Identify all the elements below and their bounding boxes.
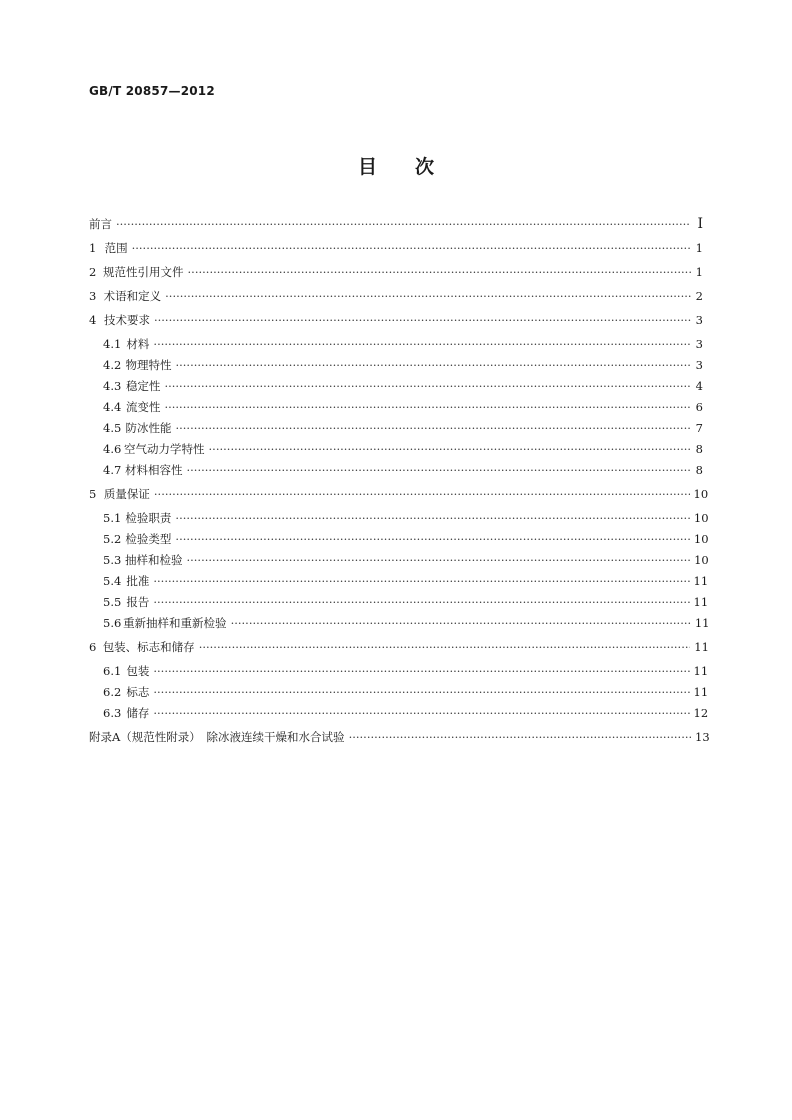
toc-entry-page: 1 <box>695 265 703 279</box>
dot-leader <box>209 442 691 456</box>
toc-entry-number: 5.4 <box>103 574 122 588</box>
toc-entry-page: 7 <box>695 421 703 435</box>
toc-entry-number: 2 <box>89 265 97 279</box>
toc-entry-page: 13 <box>695 730 710 744</box>
toc-entry[interactable] <box>89 378 703 399</box>
toc-entry-page: 3 <box>695 358 703 372</box>
dot-leader <box>153 595 689 609</box>
dot-leader <box>186 463 691 477</box>
toc-entry[interactable] <box>89 705 709 726</box>
toc-entry-number: 5.2 <box>103 532 122 546</box>
toc-entry-label: 术语和定义 <box>103 289 162 303</box>
dot-leader <box>154 487 690 501</box>
toc-entry[interactable] <box>89 531 709 552</box>
toc-entry[interactable] <box>89 441 703 462</box>
dot-leader <box>153 706 689 720</box>
toc-entry-label: 抽样和检验 <box>124 553 183 567</box>
toc-entry[interactable] <box>89 486 709 507</box>
page-title: 目次 <box>357 156 472 178</box>
toc-entry-label: 防冰性能 <box>125 421 172 435</box>
toc-entry-label: 储存 <box>126 706 150 720</box>
toc-entry-page: 10 <box>693 511 709 525</box>
toc-entry-page: 11 <box>693 574 709 588</box>
toc-entry-page: Ⅰ <box>697 216 703 232</box>
toc-entry-page: 3 <box>695 337 703 351</box>
toc-entry[interactable] <box>89 240 703 261</box>
dot-leader <box>116 217 691 231</box>
dot-leader <box>132 241 691 255</box>
toc-entry-label: 包装 <box>126 664 150 678</box>
dot-leader <box>154 313 691 327</box>
toc-entry-label: 范围 <box>104 241 128 255</box>
dot-leader <box>153 685 689 699</box>
dot-leader <box>349 730 691 744</box>
toc-entry-page: 11 <box>694 616 710 630</box>
toc-entry-label: 标志 <box>126 685 150 699</box>
toc-entry[interactable] <box>89 573 709 594</box>
toc-entry-label: 技术要求 <box>103 313 150 327</box>
toc-entry[interactable] <box>89 288 703 309</box>
toc-entry[interactable] <box>89 594 709 615</box>
toc-entry[interactable] <box>89 684 709 705</box>
toc-entry-number: 1 <box>89 241 97 255</box>
toc-entry-label: 检验职责 <box>125 511 172 525</box>
toc-entry-number: 5.5 <box>103 595 122 609</box>
toc-entry-label: 报告 <box>126 595 150 609</box>
toc-entry[interactable] <box>89 399 703 420</box>
toc-entry-number: 6.2 <box>103 685 122 699</box>
toc-entry-label: 前言 <box>89 217 112 231</box>
toc-entry-number: 3 <box>89 289 97 303</box>
toc-entry[interactable] <box>89 510 709 531</box>
dot-leader <box>188 265 691 279</box>
dot-leader <box>199 640 691 654</box>
toc-entry-page: 12 <box>693 706 709 720</box>
toc-entry-label: 包装、标志和储存 <box>102 640 195 654</box>
toc-entry-page: 10 <box>693 487 709 501</box>
toc-entry[interactable] <box>89 312 703 333</box>
toc-entry-number: 4.7 <box>103 463 122 477</box>
dot-leader <box>175 511 689 525</box>
toc-entry-page: 1 <box>695 241 703 255</box>
toc-entry-number: 4.4 <box>103 400 122 414</box>
dot-leader <box>165 289 691 303</box>
toc-entry-page: 3 <box>695 313 703 327</box>
toc-entry-number: 4.1 <box>103 337 122 351</box>
toc-entry-page: 11 <box>694 640 709 654</box>
toc-entry-label: 检验类型 <box>125 532 172 546</box>
standard-code: GB/T 20857—2012 <box>89 84 215 98</box>
dot-leader <box>186 553 690 567</box>
dot-leader <box>164 400 691 414</box>
toc-entry-number: 5.6 <box>103 616 122 630</box>
toc-entry[interactable] <box>89 264 703 285</box>
toc-entry-page: 10 <box>694 553 709 567</box>
toc-entry-number: 5.3 <box>103 553 122 567</box>
dot-leader <box>164 379 691 393</box>
toc-entry-label: 重新抽样和重新检验 <box>123 616 227 630</box>
dot-leader <box>153 664 689 678</box>
toc-entry[interactable] <box>89 615 710 636</box>
toc-entry[interactable] <box>89 357 703 378</box>
toc-entry[interactable] <box>89 552 709 573</box>
toc-entry-number: 4.2 <box>103 358 122 372</box>
toc-entry-number: 6 <box>89 640 97 654</box>
toc-entry[interactable] <box>89 639 709 660</box>
toc-entry-number: 4.3 <box>103 379 122 393</box>
toc-entry[interactable] <box>89 462 703 483</box>
dot-leader <box>175 421 691 435</box>
toc-entry-label: 物理特性 <box>125 358 172 372</box>
toc-entry-number: 6.3 <box>103 706 122 720</box>
toc-entry-page: 8 <box>695 442 703 456</box>
toc-entry[interactable] <box>89 420 703 441</box>
dot-leader <box>153 337 691 351</box>
toc-entry-page: 8 <box>695 463 703 477</box>
dot-leader <box>153 574 689 588</box>
dot-leader <box>175 532 689 546</box>
toc-entry-number: 6.1 <box>103 664 122 678</box>
toc-entry-number: 5.1 <box>103 511 122 525</box>
toc-entry-number: 5 <box>89 487 97 501</box>
toc-entry-number: 4.5 <box>103 421 122 435</box>
toc-entry-label: 流变性 <box>125 400 161 414</box>
toc-entry[interactable] <box>89 663 709 684</box>
dot-leader <box>231 616 691 630</box>
toc-entry-page: 6 <box>695 400 703 414</box>
toc-entry-label: 规范性引用文件 <box>103 265 184 279</box>
toc-entry-label: 材料相容性 <box>124 463 183 477</box>
toc-entry-label: 稳定性 <box>125 379 161 393</box>
toc-entry-label: 批准 <box>126 574 150 588</box>
dot-leader <box>175 358 691 372</box>
toc-entry-label: 材料 <box>126 337 150 351</box>
toc-entry[interactable] <box>89 729 710 750</box>
toc-entry-label: 空气动力学特性 <box>124 442 205 456</box>
toc-entry-label: 质量保证 <box>103 487 150 501</box>
toc-entry-number: 4 <box>89 313 97 327</box>
table-of-contents <box>89 216 710 750</box>
toc-entry-page: 11 <box>693 595 709 609</box>
toc-entry-page: 11 <box>693 685 709 699</box>
toc-entry[interactable] <box>89 216 703 237</box>
toc-entry-label: 附录A（规范性附录） 除冰液连续干燥和水合试验 <box>89 730 345 744</box>
toc-entry-page: 2 <box>695 289 703 303</box>
toc-entry-number: 4.6 <box>103 442 122 456</box>
toc-entry-page: 4 <box>695 379 703 393</box>
toc-entry-page: 11 <box>693 664 709 678</box>
toc-entry-page: 10 <box>693 532 709 546</box>
toc-entry[interactable] <box>89 336 703 357</box>
